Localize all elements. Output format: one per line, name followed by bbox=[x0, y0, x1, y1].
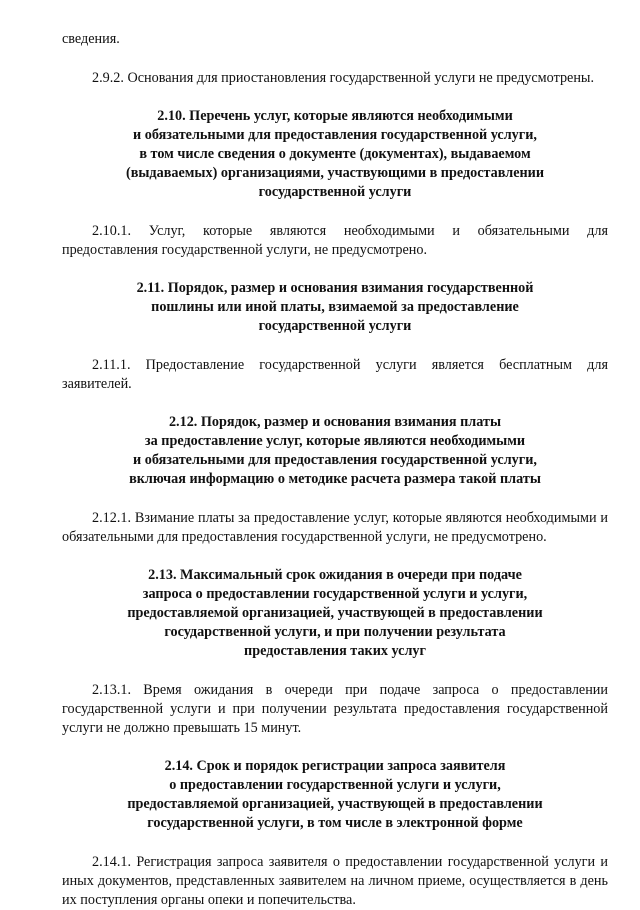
heading-line: предоставляемой организацией, участвующей в предоставлении bbox=[127, 605, 543, 621]
heading-2-12 bbox=[62, 413, 608, 489]
heading-line: государственной услуги, и при получении результата bbox=[164, 624, 506, 640]
paragraph-2-14-1: 2.14.1. Регистрация запроса заявителя о предоставлении государственной услуги и иных документов, представленных заявителем на личном приеме, осуществляется в день их поступления органы опеки и попечительства. bbox=[62, 854, 608, 908]
heading-2-10 bbox=[62, 107, 608, 202]
paragraph-2-10-1: 2.10.1. Услуг, которые являются необходимыми и обязательными для предоставления государственной услуги, не предусмотрено. bbox=[62, 223, 608, 258]
heading-line: государственной услуги bbox=[258, 318, 412, 334]
paragraph-2-9-2: 2.9.2. Основания для приостановления государственной услуги не предусмотрены. bbox=[92, 70, 595, 86]
heading-line: государственной услуги bbox=[258, 184, 412, 200]
heading-line: и обязательными для предоставления государственной услуги, bbox=[133, 452, 537, 468]
intro-text: сведения. bbox=[62, 31, 120, 47]
heading-line: государственной услуги, в том числе в электронной форме bbox=[147, 815, 523, 831]
heading-line: 2.14. Срок и порядок регистрации запроса заявителя bbox=[164, 758, 506, 774]
heading-2-11 bbox=[62, 279, 608, 336]
paragraph-2-11-1: 2.11.1. Предоставление государственной услуги является бесплатным для заявителей. bbox=[62, 357, 608, 392]
heading-line: (выдаваемых) организациями, участвующими в предоставлении bbox=[125, 165, 545, 181]
heading-line: 2.11. Порядок, размер и основания взимания государственной bbox=[136, 280, 534, 296]
paragraph-2-13-1: 2.13.1. Время ожидания в очереди при подаче запроса о предоставлении государственной услуги и при получении результата предоставления государственной услуги не должно превышать 15 минут. bbox=[62, 682, 608, 736]
heading-line: о предоставлении государственной услуги и услуги, bbox=[169, 777, 501, 793]
heading-line: и обязательными для предоставления государственной услуги, bbox=[133, 127, 537, 143]
heading-line: в том числе сведения о документе (документах), выдаваемом bbox=[139, 146, 531, 162]
heading-line: за предоставление услуг, которые являются необходимыми bbox=[144, 433, 526, 449]
paragraph-2-12-1: 2.12.1. Взимание платы за предоставление услуг, которые являются необходимыми и обязательными для предоставления государственной услуги, не предусмотрено. bbox=[62, 510, 608, 545]
heading-2-13 bbox=[62, 566, 608, 661]
heading-line: 2.12. Порядок, размер и основания взимания платы bbox=[168, 414, 502, 430]
heading-line: включая информацию о методике расчета размера такой платы bbox=[129, 471, 541, 487]
heading-line: предоставляемой организацией, участвующей в предоставлении bbox=[127, 796, 543, 812]
heading-line: 2.13. Максимальный срок ожидания в очереди при подаче bbox=[148, 567, 522, 583]
heading-line: предоставления таких услуг bbox=[244, 643, 426, 659]
heading-line: запроса о предоставлении государственной услуги и услуги, bbox=[142, 586, 528, 602]
heading-line: 2.10. Перечень услуг, которые являются необходимыми bbox=[157, 108, 513, 124]
heading-2-14 bbox=[62, 757, 608, 833]
heading-line: пошлины или иной платы, взимаемой за предоставление bbox=[151, 299, 519, 315]
